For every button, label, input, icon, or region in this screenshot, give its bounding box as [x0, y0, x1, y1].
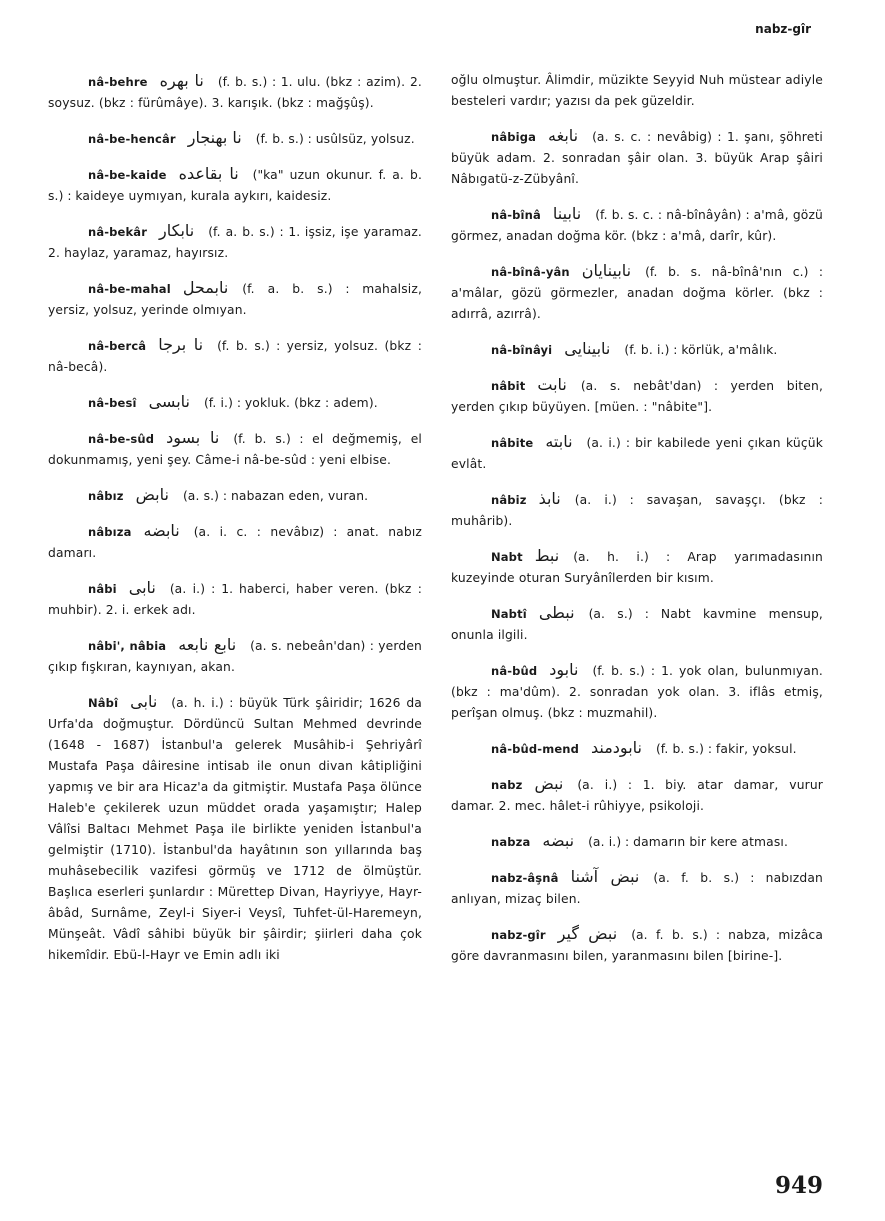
headword: nâ-besî [88, 396, 137, 410]
headword: nâ-be-hencâr [88, 132, 176, 146]
headword: nabz-gîr [491, 928, 546, 942]
headword: nabza [491, 835, 531, 849]
arabic-script: نابذ [538, 489, 561, 508]
definition: (a. s. nebât'dan) : yerden biten, yerden çıkıp büyüyen. [müen. : "nâbite"]. [451, 379, 823, 414]
definition: (f. b. i.) : körlük, a'mâlık. [624, 343, 778, 357]
dictionary-entry [48, 220, 422, 264]
definition: (a. i.) : 1. haberci, haber veren. (bkz : muhbir). 2. i. erkek adı. [48, 582, 422, 617]
definition: (f. a. b. s.) : mahalsiz, yersiz, yolsuz, yerinde olmıyan. [48, 282, 422, 317]
headword: nâ-be-kaide [88, 168, 167, 182]
headword: nabz-âşnâ [491, 871, 559, 885]
arabic-script: نابسى [148, 392, 190, 411]
dictionary-entry [48, 427, 422, 471]
definition: (a. i. c. : nevâbız) : anat. nabız damarı. [48, 525, 422, 560]
continued-text: oğlu olmuştur. Âlimdir, müzikte Seyyid Nuh müstear adiyle besteleri vardır; yazısı da pek güzeldir. [451, 73, 823, 108]
dictionary-entry [451, 659, 823, 724]
definition: (a. h. i.) : Arap yarımadasının kuzeyinde oturan Suryânîlerden bir kısım. [451, 550, 823, 585]
arabic-script: نبض گير [557, 924, 618, 943]
definition: ("ka" uzun okunur. f. a. b. s.) : kaideye uymıyan, kurala aykırı, kaidesiz. [48, 168, 422, 203]
headword: nâbite [491, 436, 534, 450]
arabic-script: نابت [537, 375, 567, 394]
definition: (f. b. s.) : 1. yok olan, bulunmıyan. (bkz : ma'dûm). 2. sonradan yok olan. 3. iflâs etmiş, perîşan olmuş. (bkz : muzmahil). [451, 664, 823, 720]
definition: (f. a. b. s.) : 1. işsiz, işe yaramaz. 2. haylaz, yaramaz, hayırsız. [48, 225, 422, 260]
definition: (f. i.) : yokluk. (bkz : adem). [203, 396, 378, 410]
arabic-script: نابود [549, 660, 579, 679]
dictionary-entry [451, 602, 823, 646]
headword: nâ-be-sûd [88, 432, 155, 446]
arabic-script: نا برجا [158, 335, 204, 354]
definition: (f. b. s. nâ-bînâ'nın c.) : a'mâlar, gözü görmezler, anadan doğma körler. (bkz : adırrâ, azırrâ). [451, 265, 823, 321]
arabic-script: نبط [534, 546, 560, 565]
dictionary-entry [48, 127, 422, 150]
arabic-script: نا بهره [159, 71, 204, 90]
definition: (a. i.) : damarın bir kere atması. [588, 835, 789, 849]
dictionary-entry [48, 277, 422, 321]
definition: (f. b. s. c. : nâ-bînâyân) : a'mâ, gözü görmez, anadan doğma kör. (bkz : a'mâ, darîr, kûr). [451, 208, 823, 243]
dictionary-entry [451, 923, 823, 967]
headword: nâ-bûd-mend [491, 742, 579, 756]
headword: Nabt [491, 550, 523, 564]
headword: nâ-behre [88, 75, 148, 89]
headword: Nâbî [88, 696, 119, 710]
headword: nâbit [491, 379, 526, 393]
headword: nâbi', nâbia [88, 639, 167, 653]
definition: (a. h. i.) : büyük Türk şâiridir; 1626 da Urfa'da doğmuştur. Dördüncü Sultan Mehmed devrinde (1648 - 1687) İstanbul'a gelerek Musâhib-i Şehriyârî Mustafa Paşa dâiresine intisab ile onun divan kâtipliğini yapmış ve bir ara Hicaz'a da gitmiştir. Mustafa Paşa ölünce Haleb'e çekilerek uzun müddet orada yaşamıştır; Halep Vâlîsi Baltacı Mehmet Paşa ile birlikte yeniden İstanbul'a gelmiştir (1710). İstanbul'da hayâtının son yıllarında baş muhâsebecilik vazifesi görmüş ve 1712 de ölmüştür. Başlıca eserleri şunlardır : Mürettep Divan, Hayriyye, Hayr-âbâd, Surnâme, Zeyl-i Siyer-i Veysî, Tuhfet-ül-Haremeyn, Münşeât. Vâdî sâhibi büyük bir şâirdir; şiirleri daha çok hikemîdir. Ebü-l-Hayr ve Emin adlı iki [48, 696, 422, 962]
headword: nâ-bekâr [88, 225, 148, 239]
dictionary-entry [451, 125, 823, 190]
definition: (a. i.) : 1. biy. atar damar, vurur damar. 2. mec. hâlet-i rûhiyye, psikoloji. [451, 778, 823, 813]
dictionary-entry [451, 431, 823, 475]
dictionary-entry [451, 374, 823, 418]
arabic-script: نابينايان [581, 261, 632, 280]
arabic-script: نا بسود [166, 428, 220, 447]
headword: nâ-be-mahal [88, 282, 171, 296]
definition: (f. b. s.) : el değmemiş, el dokunmamış, yeni şey. Câme-i nâ-be-sûd : yeni elbise. [48, 432, 422, 467]
dictionary-entry [451, 737, 823, 760]
headword: nâ-bînâyi [491, 343, 553, 357]
headword: nâbıza [88, 525, 132, 539]
dictionary-entry [451, 773, 823, 817]
definition: (a. s.) : nabazan eden, vuran. [182, 489, 369, 503]
arabic-script: نابكار [159, 221, 195, 240]
definition: (a. f. b. s.) : nabızdan anlıyan, mizaç bilen. [451, 871, 823, 906]
arabic-script: نابى [128, 578, 156, 597]
left-column [48, 70, 422, 979]
headword: nabz [491, 778, 523, 792]
dictionary-entry [48, 391, 422, 414]
dictionary-entry [451, 830, 823, 853]
definition: (a. s. nebeân'dan) : yerden çıkıp fışkıran, kaynıyan, akan. [48, 639, 423, 674]
dictionary-entry [451, 203, 823, 247]
arabic-script: نبضه [542, 831, 575, 850]
dictionary-entry [451, 545, 823, 589]
arabic-script: نبض [534, 774, 564, 793]
arabic-script: نابينا [552, 204, 582, 223]
guide-word: nabz-gîr [755, 22, 811, 36]
dictionary-entry [451, 338, 823, 361]
arabic-script: نابغه [548, 126, 579, 145]
headword: nâbız [88, 489, 124, 503]
definition: (a. s. c. : nevâbig) : 1. şanı, şöhreti büyük adam. 2. sonradan şâir olan. 3. büyük Arap şâiri Nâbıgatü-z-Zübyânî. [451, 130, 823, 186]
dictionary-entry [48, 634, 422, 678]
right-column [451, 70, 823, 980]
headword: nâ-bînâ [491, 208, 541, 222]
definition: (f. b. s.) : usûlsüz, yolsuz. [255, 132, 415, 146]
headword: nâ-bercâ [88, 339, 147, 353]
dictionary-entry [451, 866, 823, 910]
headword: nâbi [88, 582, 117, 596]
arabic-script: نابض [135, 485, 169, 504]
headword: nâbiga [491, 130, 537, 144]
arabic-script: نابودمند [591, 738, 642, 757]
arabic-script: نابته [545, 432, 573, 451]
dictionary-entry [48, 577, 422, 621]
arabic-script: نا بقاعده [178, 164, 239, 183]
headword: nâbiz [491, 493, 527, 507]
headword: Nabtî [491, 607, 527, 621]
dictionary-entry [451, 488, 823, 532]
definition: (a. f. b. s.) : nabza, mizâca göre davranmasını bilen, yaranmasını bilen [birine-]. [451, 928, 823, 963]
dictionary-entry [48, 520, 422, 564]
dictionary-entry [451, 260, 823, 325]
headword: nâ-bînâ-yân [491, 265, 570, 279]
arabic-script: نا بهنجار [187, 128, 242, 147]
definition: (f. b. s.) : 1. ulu. (bkz : azim). 2. soysuz. (bkz : fürûmâye). 3. karışık. (bkz : mağşûş). [48, 75, 422, 110]
definition: (a. i.) : savaşan, savaşçı. (bkz : muhârib). [451, 493, 823, 528]
dictionary-entry [48, 484, 422, 507]
headword: nâ-bûd [491, 664, 538, 678]
arabic-script: نابضه [143, 521, 180, 540]
arabic-script: نابمحل [182, 278, 229, 297]
dictionary-entry [48, 163, 422, 207]
arabic-script: نابع نابعه [178, 635, 237, 654]
definition: (a. s.) : Nabt kavmine mensup, onunla ilgili. [451, 607, 823, 642]
definition: (a. i.) : bir kabilede yeni çıkan küçük evlât. [451, 436, 823, 471]
dictionary-entry [48, 70, 422, 114]
arabic-script: نبض آشنا [570, 867, 640, 886]
definition: (f. b. s.) : fakir, yoksul. [655, 742, 797, 756]
definition: (f. b. s.) : yersiz, yolsuz. (bkz : nâ-becâ). [48, 339, 422, 374]
page-number: 949 [774, 1172, 823, 1199]
arabic-script: نابينايى [564, 339, 611, 358]
arabic-script: نبطى [538, 603, 575, 622]
arabic-script: نابى [130, 692, 158, 711]
dictionary-entry [48, 334, 422, 378]
dictionary-entry [48, 691, 422, 966]
